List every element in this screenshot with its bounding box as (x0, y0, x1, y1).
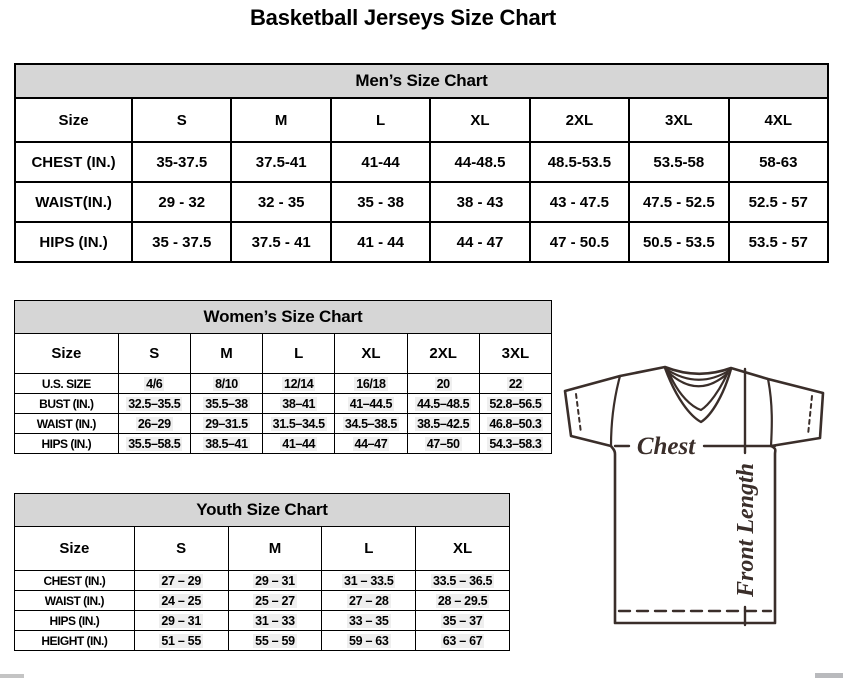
womens-size-chart-section (14, 300, 552, 454)
row-label: HIPS (IN.) (15, 611, 135, 631)
cell-value: 35 - 37.5 (152, 233, 212, 251)
table-cell (629, 142, 728, 182)
table-title-row (15, 301, 552, 334)
cell-value: 37.5 - 41 (251, 233, 311, 251)
table-cell (530, 142, 629, 182)
column-header: M (228, 527, 322, 571)
table-title: Men’s Size Chart (15, 64, 828, 98)
table-row (15, 142, 828, 182)
table-cell (331, 222, 430, 262)
table-row (15, 434, 552, 454)
row-label: U.S. SIZE (15, 374, 119, 394)
table-cell (530, 222, 629, 262)
cell-value: 26–29 (137, 416, 171, 431)
table-cell (530, 182, 629, 222)
cell-value: 44.5–48.5 (417, 396, 470, 411)
table-title-row (15, 494, 510, 527)
cell-value: 35.5–58.5 (128, 436, 181, 451)
chest-label: Chest (636, 433, 696, 460)
cell-value: 48.5-53.5 (547, 153, 612, 171)
column-header: L (263, 334, 335, 374)
column-header: 2XL (407, 334, 479, 374)
column-header: M (190, 334, 262, 374)
table-cell (335, 374, 407, 394)
table-cell (479, 394, 551, 414)
column-header: Size (15, 98, 132, 142)
column-header: XL (416, 527, 510, 571)
row-label: HEIGHT (IN.) (15, 631, 135, 651)
table-cell (407, 374, 479, 394)
cell-value: 29 – 31 (255, 573, 295, 588)
cell-value: 29 - 32 (158, 193, 206, 211)
cell-value: 53.5 - 57 (748, 233, 808, 251)
table-cell (335, 394, 407, 414)
horizontal-scrollbar-fragment-left[interactable] (0, 674, 24, 678)
cell-value: 31 – 33.5 (344, 573, 394, 588)
cell-value: 38.5–42.5 (417, 416, 470, 431)
table-cell (231, 182, 330, 222)
row-label: WAIST (IN.) (15, 591, 135, 611)
cell-value: 12/14 (284, 376, 314, 391)
table-cell (231, 142, 330, 182)
table-row (15, 182, 828, 222)
table-cell (729, 222, 829, 262)
table-cell (118, 374, 190, 394)
mens-size-chart-section (14, 63, 829, 263)
column-header: S (132, 98, 231, 142)
cell-value: 41 - 44 (357, 233, 404, 251)
table-cell (479, 414, 551, 434)
table-cell (322, 571, 416, 591)
table-cell (228, 631, 322, 651)
cell-value: 47–50 (426, 436, 460, 451)
cell-value: 53.5-58 (653, 153, 705, 171)
table-cell (322, 631, 416, 651)
table-cell (322, 611, 416, 631)
table-cell (629, 222, 728, 262)
table-cell (231, 222, 330, 262)
table-cell (416, 571, 510, 591)
cell-value: 44 - 47 (456, 233, 504, 251)
cell-value: 16/18 (356, 376, 386, 391)
table-cell (263, 394, 335, 414)
table-title: Youth Size Chart (15, 494, 510, 527)
column-header: XL (335, 334, 407, 374)
column-header-row (15, 334, 552, 374)
table-cell (331, 182, 430, 222)
table-cell (335, 434, 407, 454)
row-label: BUST (IN.) (15, 394, 119, 414)
table-cell (416, 611, 510, 631)
cell-value: 55 – 59 (255, 633, 295, 648)
youth-size-chart-section (14, 493, 510, 651)
table-row (15, 611, 510, 631)
column-header: S (118, 334, 190, 374)
youth-size-chart-table (14, 493, 510, 651)
table-cell (430, 182, 529, 222)
cell-value: 37.5-41 (255, 153, 307, 171)
column-header-row (15, 98, 828, 142)
table-cell (263, 374, 335, 394)
table-cell (132, 222, 231, 262)
table-cell (132, 182, 231, 222)
cell-value: 47 - 50.5 (549, 233, 609, 251)
cell-value: 34.5–38.5 (344, 416, 397, 431)
table-cell (134, 591, 228, 611)
cell-value: 38.5–41 (205, 436, 248, 451)
cell-value: 33 – 35 (348, 613, 389, 628)
table-cell (729, 142, 829, 182)
jersey-measurement-diagram (556, 360, 836, 632)
table-cell (263, 414, 335, 434)
cell-value: 20 (436, 376, 450, 391)
table-cell (479, 374, 551, 394)
column-header: Size (15, 527, 135, 571)
table-cell (132, 142, 231, 182)
cell-value: 47.5 - 52.5 (642, 193, 715, 211)
column-header: XL (430, 98, 529, 142)
page-title: Basketball Jerseys Size Chart (249, 5, 557, 30)
cell-value: 27 – 29 (161, 573, 201, 588)
column-header: L (331, 98, 430, 142)
table-row (15, 591, 510, 611)
cell-value: 38–41 (282, 396, 316, 411)
cell-value: 38 - 43 (456, 193, 504, 211)
table-cell (430, 142, 529, 182)
cell-value: 51 – 55 (161, 633, 201, 648)
table-cell (228, 571, 322, 591)
table-row (15, 414, 552, 434)
cell-value: 35 – 37 (442, 613, 483, 628)
front-length-label: Front Length (733, 462, 759, 598)
horizontal-scrollbar-fragment-right[interactable] (815, 673, 843, 678)
cell-value: 35.5–38 (205, 396, 248, 411)
cell-value: 41–44.5 (349, 396, 393, 411)
cell-value: 50.5 - 53.5 (642, 233, 715, 251)
row-label: HIPS (IN.) (15, 222, 132, 262)
cell-value: 29 – 31 (161, 613, 201, 628)
table-cell (335, 414, 407, 434)
table-cell (479, 434, 551, 454)
table-cell (629, 182, 728, 222)
cell-value: 28 – 29.5 (437, 593, 488, 608)
cell-value: 41–44 (282, 436, 316, 451)
table-cell (331, 142, 430, 182)
column-header: M (231, 98, 330, 142)
table-cell (134, 571, 228, 591)
cell-value: 25 – 27 (255, 593, 295, 608)
cell-value: 31.5–34.5 (272, 416, 325, 431)
cell-value: 63 – 67 (442, 633, 483, 648)
cell-value: 44-48.5 (454, 153, 506, 171)
table-cell (416, 631, 510, 651)
cell-value: 58-63 (759, 153, 798, 171)
cell-value: 41-44 (361, 153, 400, 171)
column-header: 3XL (479, 334, 551, 374)
row-label: WAIST (IN.) (15, 414, 119, 434)
table-cell (407, 394, 479, 414)
table-row (15, 571, 510, 591)
table-row (15, 631, 510, 651)
cell-value: 24 – 25 (161, 593, 201, 608)
row-label: CHEST (IN.) (15, 142, 132, 182)
table-cell (228, 611, 322, 631)
cell-value: 35 - 38 (357, 193, 404, 211)
column-header: S (134, 527, 228, 571)
table-cell (190, 394, 262, 414)
table-cell (729, 182, 829, 222)
womens-size-chart-table (14, 300, 552, 454)
table-cell (190, 374, 262, 394)
table-cell (430, 222, 529, 262)
table-cell (263, 434, 335, 454)
table-row (15, 374, 552, 394)
table-title-row (15, 64, 828, 98)
table-cell (134, 631, 228, 651)
table-row (15, 222, 828, 262)
table-cell (322, 591, 416, 611)
cell-value: 46.8–50.3 (489, 416, 542, 431)
table-cell (118, 434, 190, 454)
cell-value: 32 - 35 (257, 193, 305, 211)
cell-value: 4/6 (146, 376, 163, 391)
column-header-row (15, 527, 510, 571)
cell-value: 8/10 (215, 376, 238, 391)
cell-value: 33.5 – 36.5 (432, 573, 493, 588)
table-cell (118, 394, 190, 414)
row-label: HIPS (IN.) (15, 434, 119, 454)
row-label: WAIST(IN.) (15, 182, 132, 222)
column-header: 2XL (530, 98, 629, 142)
table-cell (190, 414, 262, 434)
cell-value: 44–47 (354, 436, 388, 451)
table-cell (416, 591, 510, 611)
table-cell (134, 611, 228, 631)
mens-size-chart-table (14, 63, 829, 263)
table-row (15, 394, 552, 414)
cell-value: 27 – 28 (348, 593, 389, 608)
cell-value: 22 (508, 376, 522, 391)
column-header: 3XL (629, 98, 728, 142)
cell-value: 35-37.5 (156, 153, 208, 171)
cell-value: 29–31.5 (205, 416, 248, 431)
column-header: L (322, 527, 416, 571)
cell-value: 59 – 63 (348, 633, 389, 648)
table-title: Women’s Size Chart (15, 301, 552, 334)
table-cell (228, 591, 322, 611)
table-cell (118, 414, 190, 434)
row-label: CHEST (IN.) (15, 571, 135, 591)
cell-value: 32.5–35.5 (128, 396, 181, 411)
cell-value: 31 – 33 (255, 613, 295, 628)
cell-value: 52.8–56.5 (489, 396, 542, 411)
column-header: Size (15, 334, 119, 374)
cell-value: 52.5 - 57 (748, 193, 808, 211)
column-header: 4XL (729, 98, 829, 142)
table-cell (407, 434, 479, 454)
table-cell (407, 414, 479, 434)
cell-value: 43 - 47.5 (549, 193, 609, 211)
cell-value: 54.3–58.3 (489, 436, 542, 451)
table-cell (190, 434, 262, 454)
